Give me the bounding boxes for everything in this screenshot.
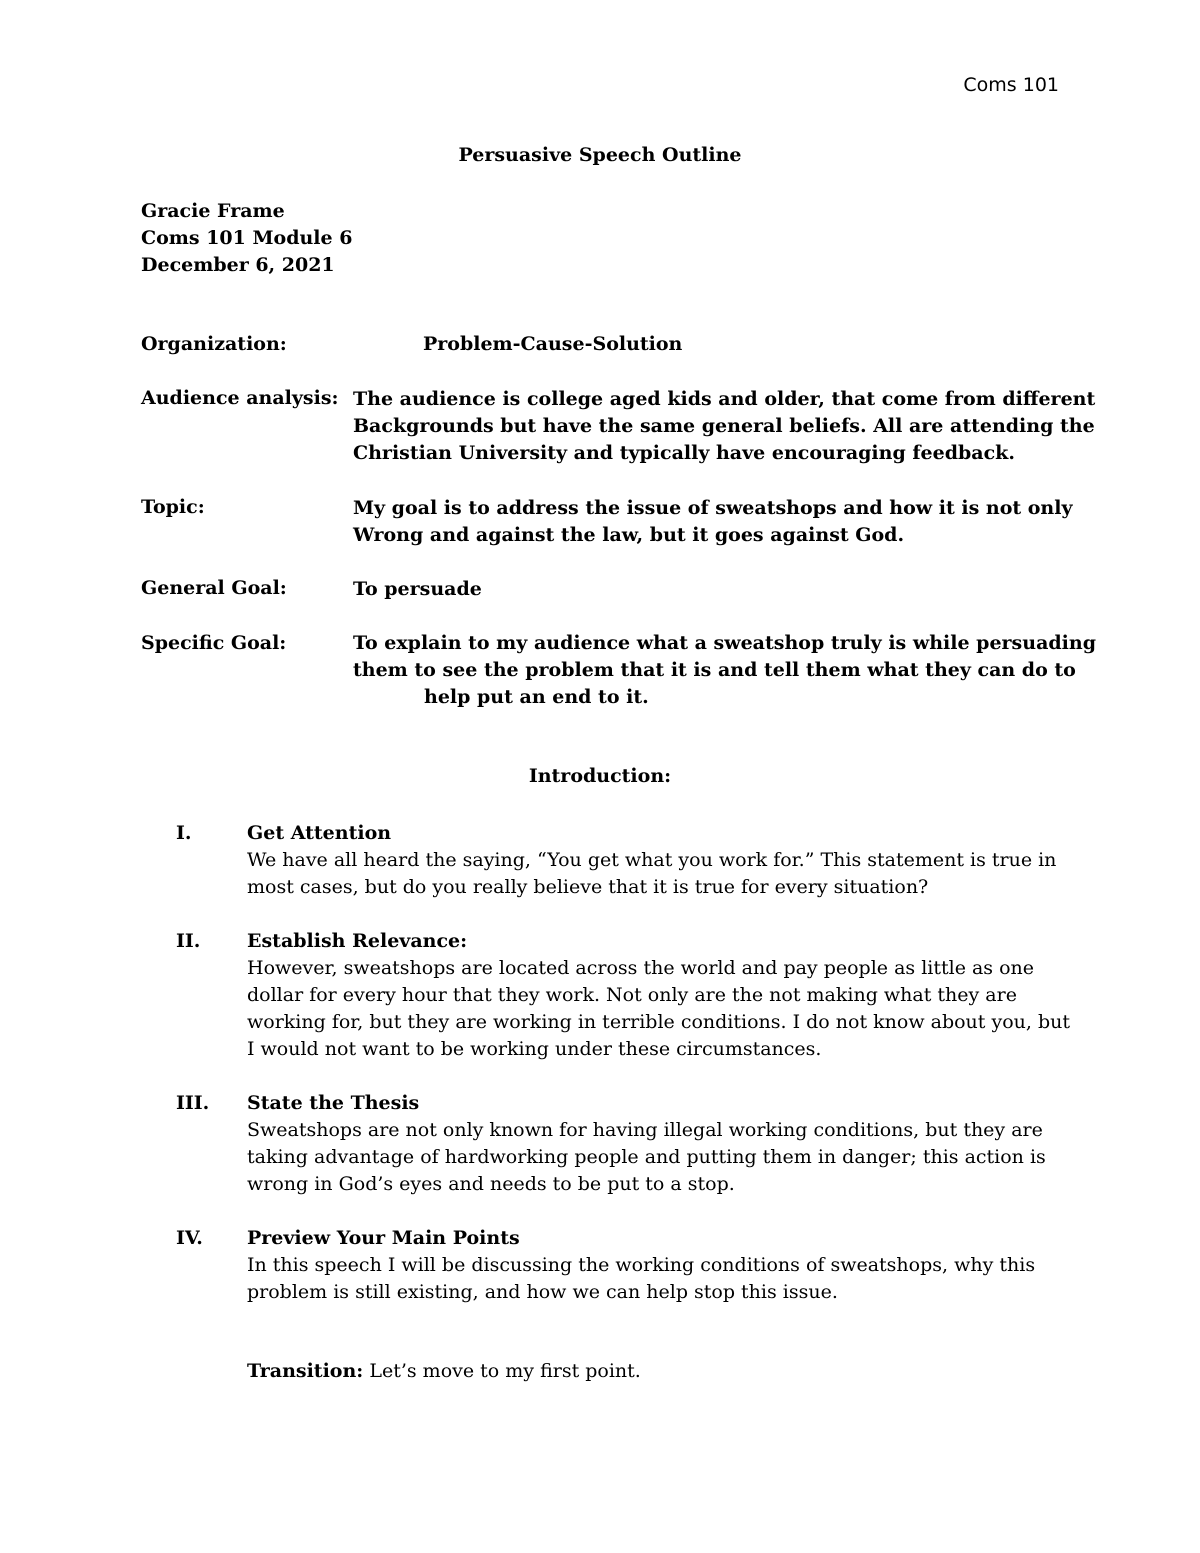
general-goal-value [353, 576, 1073, 603]
topic-label: Topic: [141, 496, 205, 518]
item-line: I would not want to be working under these circumstances. [247, 1038, 822, 1060]
course-module: Coms 101 Module 6 [141, 227, 353, 249]
item-numeral: II. [176, 930, 201, 952]
item-line: dollar for every hour that they work. Not only are the not making what they are [247, 984, 1017, 1006]
transition-line [247, 1360, 641, 1382]
specific-goal-line: To explain to my audience what a sweatshop truly is while persuading [353, 632, 1096, 654]
specific-goal-value [353, 630, 1096, 711]
item-body [247, 820, 1067, 901]
audience-line: The audience is college aged kids and older, that come from different [353, 388, 1096, 410]
topic-line: My goal is to address the issue of sweatshops and how it is not only [353, 497, 1073, 519]
general-goal-text: To persuade [353, 578, 482, 600]
item-body [247, 1090, 1067, 1198]
topic-line: Wrong and against the law, but it goes against God. [353, 524, 905, 546]
item-heading: Get Attention [247, 822, 392, 844]
general-goal-label: General Goal: [141, 577, 287, 599]
specific-goal-label: Specific Goal: [141, 632, 287, 654]
audience-line: Backgrounds but have the same general beliefs. All are attending the [353, 415, 1095, 437]
item-numeral: I. [176, 822, 192, 844]
transition-text: Let’s move to my first point. [369, 1360, 641, 1382]
audience-line: Christian University and typically have encouraging feedback. [353, 442, 1015, 464]
item-numeral: III. [176, 1092, 210, 1114]
audience-label: Audience analysis: [141, 387, 339, 409]
specific-goal-line: them to see the problem that it is and tell them what they can do to [353, 659, 1076, 681]
item-line: wrong in God’s eyes and needs to be put to a stop. [247, 1173, 735, 1195]
item-line: In this speech I will be discussing the working conditions of sweatshops, why this [247, 1254, 1036, 1276]
item-body [247, 1225, 1067, 1306]
item-body [247, 928, 1070, 1063]
specific-goal-line: help put an end to it. [424, 686, 649, 708]
item-heading: Establish Relevance: [247, 930, 468, 952]
organization-value: Problem-Cause-Solution [423, 333, 683, 355]
item-numeral: IV. [176, 1227, 203, 1249]
item-line: taking advantage of hardworking people and putting them in danger; this action is [247, 1146, 1046, 1168]
document-title: Persuasive Speech Outline [458, 144, 742, 166]
organization-label: Organization: [141, 333, 287, 355]
page-header-course: Coms 101 [963, 74, 1059, 96]
audience-value [353, 386, 1096, 467]
item-heading: Preview Your Main Points [247, 1227, 520, 1249]
item-line: We have all heard the saying, “You get what you work for.” This statement is true in [247, 849, 1057, 871]
item-line: working for, but they are working in terrible conditions. I do not know about you, but [247, 1011, 1070, 1033]
item-line: However, sweatshops are located across the world and pay people as little as one [247, 957, 1035, 979]
item-line: most cases, but do you really believe that it is true for every situation? [247, 876, 929, 898]
transition-label: Transition: [247, 1360, 364, 1382]
topic-value [353, 495, 1073, 549]
item-line: Sweatshops are not only known for having illegal working conditions, but they are [247, 1119, 1043, 1141]
author-name: Gracie Frame [141, 200, 285, 222]
item-heading: State the Thesis [247, 1092, 420, 1114]
document-date: December 6, 2021 [141, 254, 335, 276]
item-line: problem is still existing, and how we can help stop this issue. [247, 1281, 838, 1303]
introduction-heading: Introduction: [528, 765, 672, 787]
author-block [141, 198, 352, 279]
